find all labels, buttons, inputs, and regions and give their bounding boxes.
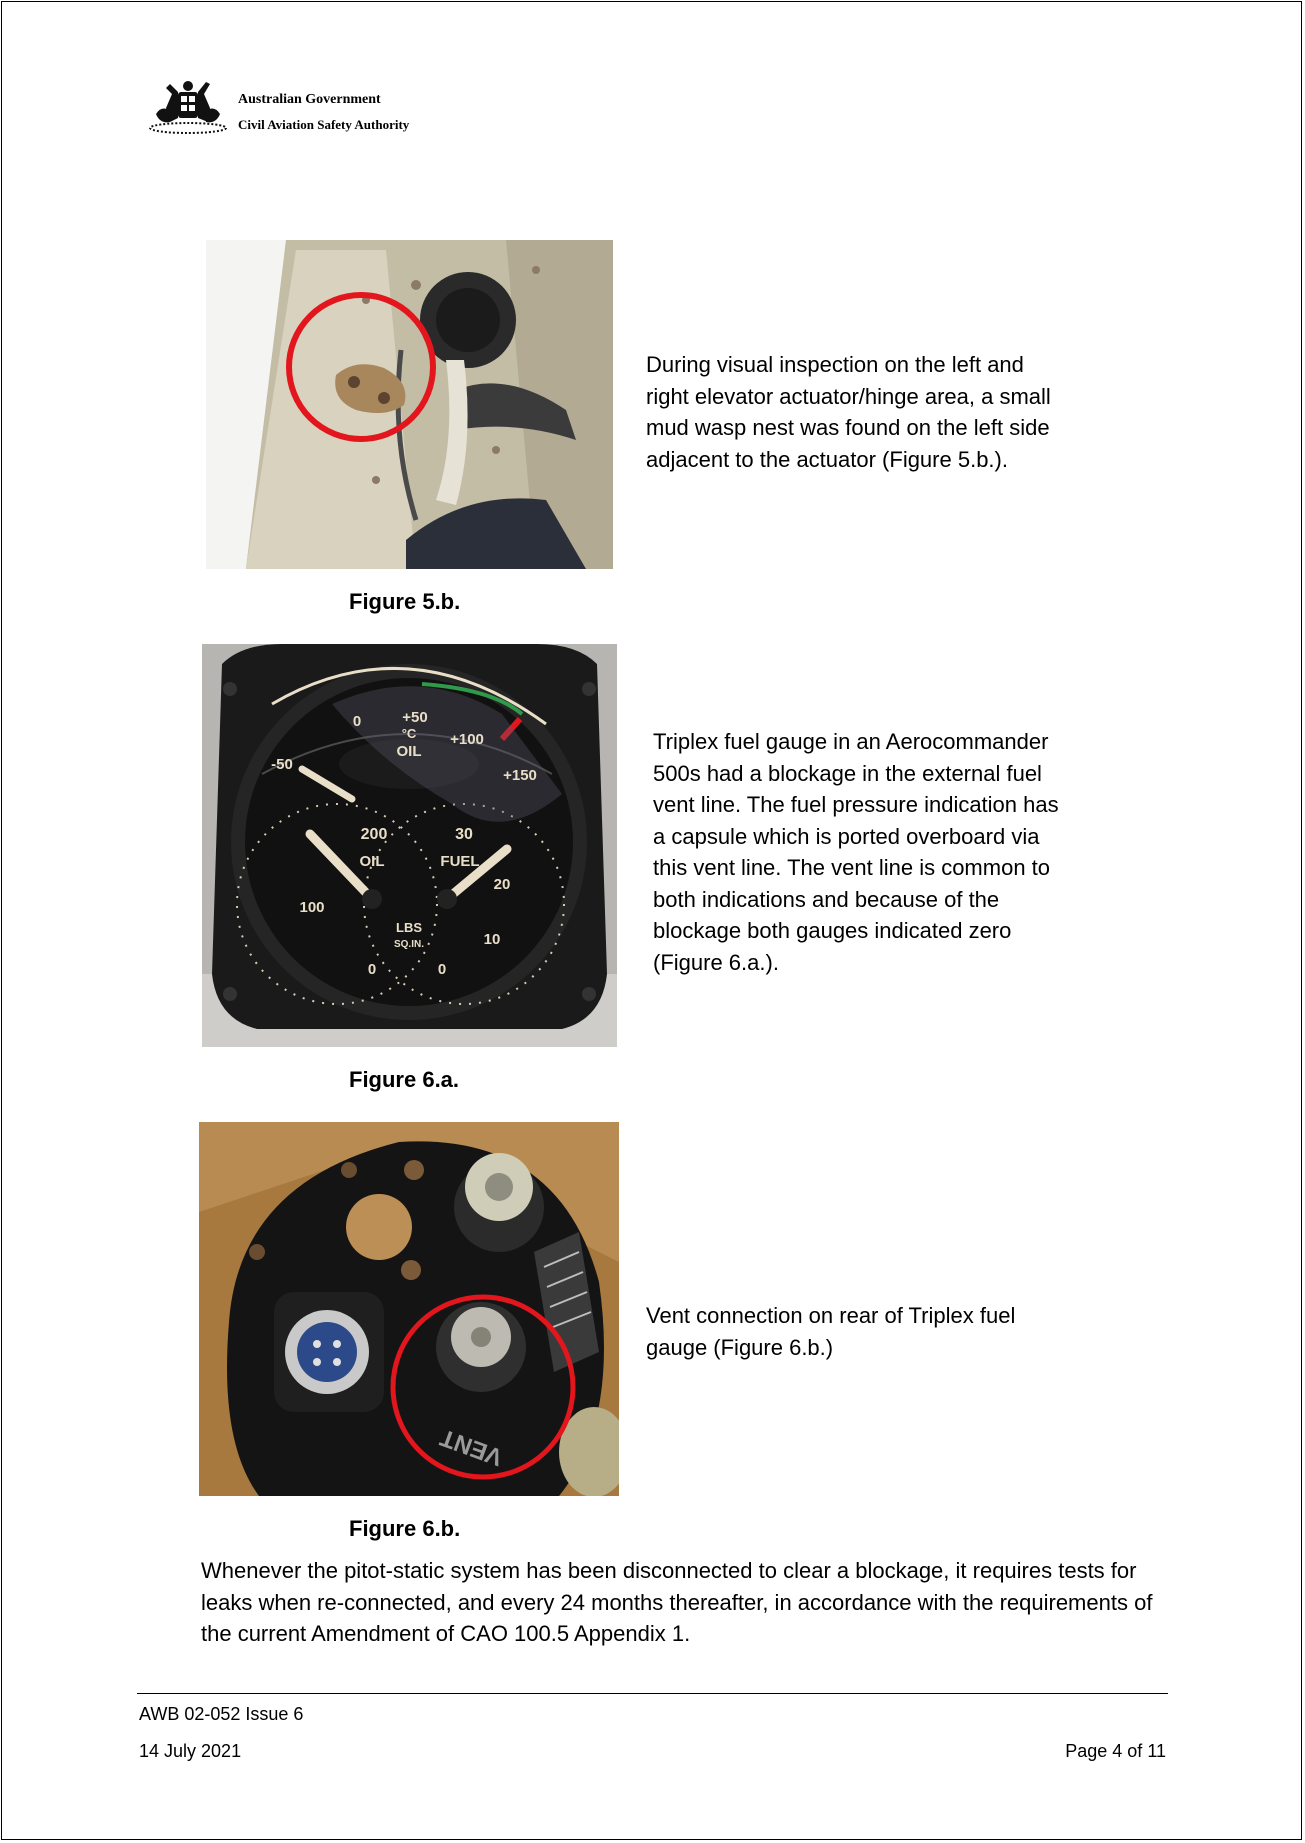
footer-doc-id: AWB 02-052 Issue 6 <box>139 1704 304 1724</box>
gauge-temp-50: +50 <box>402 709 428 726</box>
gauge-fuel-30: 30 <box>455 826 473 843</box>
figure-6a-caption: Figure 6.a. <box>349 1067 460 1092</box>
footer-date: 14 July 2021 <box>139 1741 242 1761</box>
gauge-fuel-0: 0 <box>437 961 447 978</box>
figure-6a-photo <box>202 644 617 1047</box>
gov-name: Australian Government <box>238 92 381 107</box>
vent-label: VENT <box>436 1423 507 1471</box>
gauge-oil-100: 100 <box>299 899 325 916</box>
gauge-oil-0: 0 <box>367 961 377 978</box>
gauge-unit-sqin: SQ.IN. <box>393 939 425 950</box>
gauge-temp-neg50: -50 <box>271 756 293 773</box>
gauge-temp-0: 0 <box>352 713 362 730</box>
gauge-oil-200: 200 <box>360 826 388 843</box>
gauge-temp-oil: OIL <box>396 743 422 760</box>
body-paragraph: Whenever the pitot-static system has been disconnected to clear a blockage, it requires tests for leaks when re-connected, and every 24 months thereafter, in accordance with the requirements of the current Amendment of CAO 100.5 Appendix 1. <box>201 1558 1153 1646</box>
gauge-unit-lbs: LBS <box>396 920 422 935</box>
agency-name: Civil Aviation Safety Authority <box>238 117 410 132</box>
figure-5b-photo <box>206 240 613 569</box>
figure-6a-description: Triplex fuel gauge in an Aerocommander 500s had a blockage in the external fuel vent line. The fuel pressure indication has a capsule which is ported overboard via this vent line. The vent line is common to both indications and because of the blockage both gauges indicated zero (Figure 6.a.). <box>653 729 1059 975</box>
figure-5b-description: During visual inspection on the left and right elevator actuator/hinge area, a small mud wasp nest was found on the left side adjacent to the actuator (Figure 5.b.). <box>646 352 1051 472</box>
figure-6b-photo <box>199 1122 619 1496</box>
coat-of-arms-icon <box>148 78 228 136</box>
footer-divider <box>137 1693 1168 1694</box>
gauge-temp-unit: °C <box>401 726 417 741</box>
figure-6b-caption: Figure 6.b. <box>349 1516 461 1541</box>
gauge-oil-label: OIL <box>359 853 385 870</box>
gauge-temp-100: +100 <box>450 731 484 748</box>
figure-6b-description: Vent connection on rear of Triplex fuel gauge (Figure 6.b.) <box>646 1303 1016 1360</box>
figure-5b-caption: Figure 5.b. <box>349 589 461 614</box>
casa-logo <box>148 78 448 138</box>
gauge-temp-150: +150 <box>503 767 537 784</box>
gauge-fuel-10: 10 <box>483 931 501 948</box>
footer-page-number: Page 4 of 11 <box>1065 1741 1166 1761</box>
gauge-fuel-20: 20 <box>493 876 511 893</box>
gauge-fuel-label: FUEL <box>440 853 480 870</box>
